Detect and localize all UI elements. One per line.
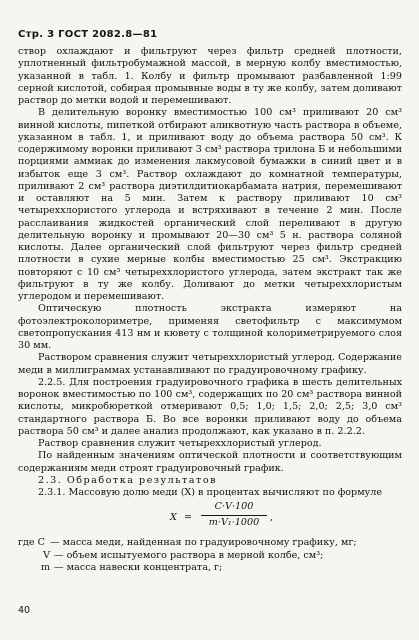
definition-symbol: m [40,561,50,573]
definition-text: — масса меди, найденная по градуировочному графику, мг; [50,537,357,549]
formula-fraction [201,501,267,529]
paragraph: Раствор сравнения служит четыреххлористый углерод. [38,438,322,449]
definitions-list [18,537,402,574]
definition-text: — масса навески концентрата, г; [54,561,223,573]
formula [18,501,402,535]
definition-text: — объем испытуемого раствора в мерной колбе, см³; [54,549,324,561]
page-number: 40 [18,605,31,616]
formula-comma: , [270,512,274,524]
body-text [18,46,402,574]
section-paragraph: 2.3.1. Массовую долю меди (X) в процентах вычисляют по формуле [38,487,383,498]
paragraph: Раствором сравнения служит четыреххлористый углерод. Содержание меди в миллиграммах устанавливают по градуировочному графику. [18,352,402,376]
paragraph: В делительную воронку вместимостью 100 см³ приливают 20 см³ винной кислоты, пипеткой отбирают аликвотную часть раствора в объеме, указанном в табл. 1, и приливают воду до объема раствора 50 см³. К содержимому воронки приливают 3 см³ раствора трилона Б и небольшими порциями аммиак до изменения лакмусовой бумажки в синий цвет и в избыток еще 3 см³. Раствор охлаждают до комнатной температуры, приливают 2 см³ раствора диэтилдитиокарбамата натрия, перемешивают и оставляют на 5 мин. Затем к раствору приливают 10 см³ четыреххлористого углерода и встряхивают в течение 2 мин. После расслаивания жидкостей органический слой переливают в другую делительную воронку и промывают 20—30 см³ 5 н. раствора соляной кислоты. Далее органический слой фильтруют через фильтр средней плотности в сухие мерные колбы вместимостью 25 см³. Экстракцию повторяют с 10 см³ четыреххлористого углерода, затем экстракт так же фильтруют в ту же колбу. Доливают до метки четыреххлористым углеродом и перемешивают. [18,107,402,302]
formula-denominator: m·V₁·1000 [208,516,260,528]
paragraph: 2.2.5. Для построения градуировочного графика в шесть делительных воронок вместимостью по 100 см³, содержащих по 20 см³ раствора винной кислоты, микробюреткой отмеривают 0,5; 1,0; 1,5; 2,0; 2,5; 3,0 см³ стандартного раствора Б. Во все воронки приливают воду до объема раствора 50 см³ и далее анализ продолжают, как указано в п. 2.2.2. [18,376,402,437]
definition-symbol: V [43,549,50,561]
page-header: Стр. 3 ГОСТ 2082.8—81 [18,29,158,40]
formula-equals: = [184,512,193,524]
definition-row [18,562,402,574]
definition-row [18,550,402,562]
paragraph: створ охлаждают и фильтруют через фильтр средней плотности, уплотненный фильтробумажной массой, в мерную колбу вместимостью, указанной в табл. 1. Колбу и фильтр промывают разбавленной 1:99 серной кислотой, собирая промывные воды в ту же колбу, затем доливают раствор до метки водой и перемешивают. [18,46,402,106]
definition-symbol: где C [18,537,46,549]
definition-row [18,537,402,549]
paragraph: Оптическую плотность экстракта измеряют на фотоэлектроколориметре, применяя светофильтр с максимумом светопропускания 413 нм и кювету с толщиной колориметрируемого слоя 30 мм. [18,303,402,351]
section-title: 2.3. Обработка результатов [38,474,218,486]
paragraph: По найденным значениям оптической плотности и соответствующим содержаниям меди строят градуировочный график. [18,450,402,474]
formula-lhs: X [170,512,177,524]
formula-numerator: C·V·100 [201,501,267,515]
